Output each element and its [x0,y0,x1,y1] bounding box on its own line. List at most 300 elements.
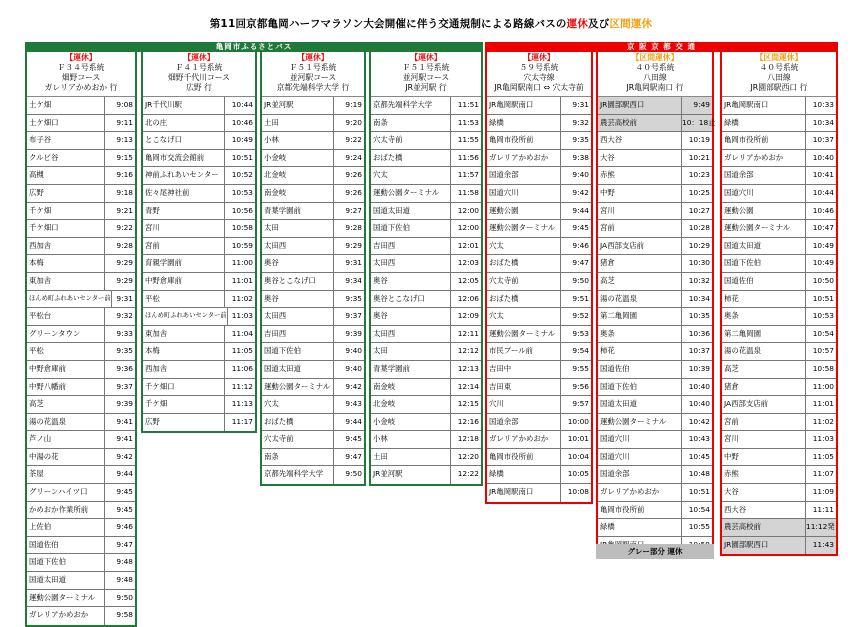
table-row [722,361,836,379]
stop-name: 京都先端科学大学 [371,97,451,114]
departure-time: 10:51 [812,293,834,303]
route-l2: 穴太寺線 [523,73,555,82]
stop-name: ガレリアかめおか [27,607,105,625]
stop-name: 平松 [143,291,225,308]
stop-name: 市民プール前 [487,343,561,360]
stop-name: 奥谷 [262,291,334,308]
table-row [598,291,712,309]
departure-time: 10:57 [812,346,834,356]
table-row [487,343,591,361]
departure-time: 12:03 [457,258,479,268]
table-row [598,220,712,238]
table-row [27,449,135,467]
route-status: 【運休】 [297,53,329,62]
stop-name: 本梅 [143,343,225,360]
table-row [371,291,481,309]
table-row [27,203,135,221]
stop-name: 国道太田道 [262,361,334,378]
stop-name: 奥谷とこなげ口 [371,291,451,308]
stop-name: 農芸高校前 [598,115,682,132]
departure-time: 9:29 [116,275,133,285]
departure-time: 10:59 [231,240,253,250]
stop-name: 太田 [262,220,334,237]
stop-name: 奥条 [722,308,806,325]
departure-time: 10:29 [688,240,710,250]
departure-time: 11:05 [231,346,253,356]
table-row [143,97,255,115]
table-row [143,361,255,379]
departure-time: 9:50 [116,592,133,602]
stop-name: ガレリアかめおか [487,150,561,167]
stop-name: グリーンタウン [27,326,105,343]
table-row [598,185,712,203]
departure-time: 9:36 [116,363,133,373]
table-row [262,115,364,133]
stop-name: 穴太 [262,396,334,413]
departure-time: 9:16 [116,170,133,180]
route-l2: 八田線 [643,73,667,82]
stop-name: JR園部駅西口 [598,97,682,114]
stop-name: 千ケ畑口 [143,379,225,396]
stop-name: 青葉学園前 [262,203,334,220]
table-row [27,554,135,572]
table-row [371,115,481,133]
departure-time: 12:18 [457,434,479,444]
table-row [371,167,481,185]
departure-time: 9:42 [345,381,362,391]
departure-time: 10:34 [688,293,710,303]
table-row [27,361,135,379]
departure-time: 11:12 [231,381,253,391]
departure-time: 9:26 [345,187,362,197]
departure-time: 11:05 [812,451,834,461]
table-row [722,115,836,133]
route-l1: Ｆ５１号系統 [402,63,450,72]
table-row [598,132,712,150]
table-row [722,185,836,203]
table-row [262,150,364,168]
stop-name: JA西部支店前 [722,396,806,413]
stop-name: 国道下佐伯 [598,379,682,396]
table-row [722,502,836,520]
table-row [598,449,712,467]
stop-name: 国道下佐伯 [722,255,806,272]
table-row [371,273,481,291]
departure-time: 9:40 [345,346,362,356]
departure-time: 12:13 [457,363,479,373]
stop-name: 宮川 [598,203,682,220]
table-row [598,326,712,344]
departure-time: 9:39 [345,328,362,338]
table-row [371,431,481,449]
table-row [27,590,135,608]
departure-time: 9:22 [345,135,362,145]
stop-name: 西加舎 [27,238,105,255]
table-row [27,484,135,502]
stop-name: 南金岐 [371,379,451,396]
stop-name: 中湯の花 [27,449,105,466]
stop-name: 高槻 [27,167,105,184]
stop-name: 国道太田道 [371,203,451,220]
table-row [371,449,481,467]
departure-time: 10:54 [688,504,710,514]
stop-name: 緑橋 [487,466,561,483]
departure-time: 10:08 [567,487,589,497]
stop-name: 北の庄 [143,115,225,132]
departure-time: 9:45 [116,504,133,514]
table-row [598,167,712,185]
table-row [27,167,135,185]
stop-name: 運動公園ターミナル [27,590,105,607]
departure-time: 10:53 [231,187,253,197]
route-l1: Ｆ３４号系統 [57,63,105,72]
stop-name: 太田西 [262,238,334,255]
departure-time: 9:41 [116,416,133,426]
departure-time: 9:35 [572,135,589,145]
departure-time: 12:09 [457,311,479,321]
stop-name: 宮前 [722,414,806,431]
departure-time: 9:13 [116,135,133,145]
stop-name: 太田西 [371,326,451,343]
departure-time: 10:49 [812,258,834,268]
stop-name: 亀岡市役所前 [487,449,561,466]
stop-name: 運動公園ターミナル [262,379,334,396]
route-l3: JR亀岡駅南口 行 [626,83,684,92]
route-l2: 畑野コース [61,73,101,82]
table-row [143,115,255,133]
table-row [598,150,712,168]
route-header [143,51,255,97]
departure-time: 9:45 [345,434,362,444]
departure-time: 9:48 [116,557,133,567]
table-row [487,238,591,256]
table-row [143,379,255,397]
departure-time: 11:03 [812,434,834,444]
table-row [598,115,716,133]
departure-time: 9:47 [345,451,362,461]
stop-name: 湯の花温泉 [598,291,682,308]
table-row [143,238,255,256]
table-row [598,379,712,397]
departure-time: 11:01 [231,275,253,285]
table-row [27,572,135,590]
stop-name: 国道余部 [598,466,682,483]
route-header [371,51,481,97]
table-row [262,273,364,291]
departure-time: 9:35 [345,293,362,303]
stop-name: 中野八幡前 [27,379,105,396]
table-row [371,203,481,221]
route-table [25,51,137,627]
table-row [262,220,364,238]
stop-name: 中野 [722,449,806,466]
departure-time: 11:02 [231,293,253,303]
departure-time: 9:50 [345,469,362,479]
departure-time: 12:12 [457,346,479,356]
route-status: 【区間運休】 [755,53,803,62]
table-row [262,396,364,414]
table-row [143,167,255,185]
table-row [598,238,712,256]
departure-time: 10:40 [812,152,834,162]
departure-time: 12:22 [457,469,479,479]
table-row [722,273,836,291]
stop-name: 吉田西 [371,238,451,255]
departure-time: 12:14 [457,381,479,391]
departure-time: 9:37 [116,381,133,391]
stop-name: 宮川 [143,220,225,237]
table-row [598,414,712,432]
stop-name: JR並河駅 [262,97,334,114]
table-row [27,185,135,203]
departure-time: 11:04 [231,328,253,338]
departure-time: 11:17 [231,416,253,426]
table-row [27,150,135,168]
departure-time: 10:51 [231,152,253,162]
stop-name: 布子谷 [27,132,105,149]
table-row [722,414,836,432]
stop-name: JR千代川駅 [143,97,225,114]
departure-time: 10:21 [688,152,710,162]
departure-time: 10:47 [812,223,834,233]
table-row [262,326,364,344]
table-row [27,502,135,520]
departure-time: 11:00 [812,381,834,391]
stop-name: 西大谷 [598,132,682,149]
stop-name: 土ケ畑口 [27,115,105,132]
table-row [722,484,836,502]
departure-time: 10:54 [812,328,834,338]
stop-name: 国道佐伯 [27,537,105,554]
departure-time: 10:28 [688,223,710,233]
table-row [262,97,364,115]
stop-name: 大谷 [722,484,806,501]
departure-time: 9:32 [572,117,589,127]
departure-time: 10:41 [812,170,834,180]
departure-time: 9:29 [116,258,133,268]
stop-name: ガレリアかめおか [722,150,806,167]
stop-name: 柿花 [598,343,682,360]
table-row [598,343,712,361]
table-row [722,255,836,273]
table-row [722,150,836,168]
table-row [371,379,481,397]
route-table [720,51,838,556]
departure-time: 10:35 [688,311,710,321]
departure-time: 9:15 [116,152,133,162]
stop-name: 亀岡市役所前 [722,132,806,149]
route-header [487,51,591,97]
stop-name: グリーンハイツ口 [27,484,105,501]
table-row [27,326,135,344]
departure-time: 9:46 [572,240,589,250]
stop-name: 穴太 [371,167,451,184]
route-l3: JR亀岡駅南口 ⇔ 穴太寺前 [494,83,584,92]
stop-name: 穴太 [487,238,561,255]
table-row [487,361,591,379]
departure-time: 9:52 [572,311,589,321]
stop-name: おばた橋 [487,255,561,272]
stop-name: 吉田東 [487,379,561,396]
table-row [27,537,135,555]
table-row [143,220,255,238]
departure-time: 9:46 [116,522,133,532]
stop-name: 亀岡市役所前 [487,132,561,149]
stop-name: 太田西 [371,255,451,272]
departure-time: 10:44 [231,100,253,109]
table-row [598,97,712,115]
table-row [27,431,135,449]
departure-time: 11:00 [231,258,253,268]
stop-name: ほんめ町ふれあいセンター前 [143,308,228,325]
table-row [371,97,481,115]
departure-time: 9:18 [116,187,133,197]
stop-name: 太田 [371,343,451,360]
table-row [487,379,591,397]
departure-time: 9:20 [345,117,362,127]
stop-name: 緑橋 [598,519,682,536]
departure-time: 10:37 [688,346,710,356]
departure-time: 9:11 [116,117,133,127]
table-row [598,273,712,291]
route-table [596,51,714,556]
departure-time: 9:28 [345,223,362,233]
table-row [598,431,712,449]
departure-time: 9:32 [116,311,133,321]
table-row [143,414,255,432]
route-l1: Ｆ４１号系統 [175,63,223,72]
departure-time: 10:00 [567,416,589,426]
departure-time: 9:34 [345,275,362,285]
stop-name: 穴川 [487,396,561,413]
table-row [371,220,481,238]
stop-name: 運動公園 [487,203,561,220]
stop-name: 緑橋 [722,115,806,132]
departure-time: 9:43 [345,399,362,409]
table-row [371,255,481,273]
route-header [262,51,364,97]
banner-furusato-bus: 亀岡市ふるさとバス [25,42,483,52]
table-row [598,484,712,502]
table-row [487,326,591,344]
stop-name: 国道太田道 [598,396,682,413]
table-row [262,343,364,361]
route-status: 【運休】 [410,53,442,62]
stop-name: 奥谷とこなげ口 [262,273,334,290]
departure-time: 9:47 [572,258,589,268]
departure-time: 11:55 [457,135,479,145]
route-status: 【区間運休】 [631,53,679,62]
table-row [487,167,591,185]
stop-name: 宮前 [598,220,682,237]
table-row [143,203,255,221]
stop-name: 小林 [371,431,451,448]
route-l3: 京都先端科学大学 行 [276,83,350,92]
departure-time: 9:57 [572,399,589,409]
departure-time: 10:58 [812,363,834,373]
departure-time: 11:58 [457,187,479,197]
table-row [371,361,481,379]
departure-time: 9:56 [572,381,589,391]
table-row [371,466,481,484]
departure-time: 10:32 [688,275,710,285]
stop-name: 亀岡市交流会館前 [143,150,225,167]
route-table [485,51,593,504]
departure-time: 12:06 [457,293,479,303]
table-row [722,97,836,115]
departure-time: 12:11 [457,328,479,338]
departure-time: 9:33 [116,328,133,338]
departure-time: 9:27 [345,205,362,215]
route-l2: 並河駅コース [289,73,337,82]
stop-name: 運動公園ターミナル [598,414,682,431]
stop-name: ガレリアかめおか [598,484,682,501]
departure-time: 9:44 [345,416,362,426]
table-row [722,238,836,256]
departure-time: 10:51 [688,487,710,497]
departure-time: 10:04 [567,451,589,461]
table-row [722,343,836,361]
table-row [143,326,255,344]
departure-time: 9:21 [116,205,133,215]
stop-name: 国道穴川 [598,449,682,466]
table-row [487,132,591,150]
departure-time: 10:34 [812,117,834,127]
departure-time: 10:42 [688,416,710,426]
departure-time: 9:45 [572,223,589,233]
table-row [27,343,135,361]
stop-name: 青野 [143,203,225,220]
table-row [262,238,364,256]
table-row [722,308,836,326]
departure-time: 9:47 [116,539,133,549]
route-l1: ５９号系統 [519,63,559,72]
departure-time: 10:46 [231,117,253,127]
stop-name: 猪倉 [598,255,682,272]
stop-name: 国道佐伯 [722,273,806,290]
table-row [262,185,364,203]
table-row [598,308,712,326]
departure-time: 9:39 [116,399,133,409]
stop-name: 西加舎 [143,361,225,378]
route-status: 【運休】 [183,53,215,62]
departure-time: 12:20 [457,451,479,461]
route-l2: 並河駅コース [402,73,450,82]
departure-time: 9:37 [345,311,362,321]
stop-name: 土田 [262,115,334,132]
table-row [27,255,135,273]
stop-name: 国道余部 [487,167,561,184]
table-row [27,97,135,115]
departure-time: 9:19 [345,100,362,109]
stop-name: 東加舎 [143,326,225,343]
stop-name: 第二亀岡園 [598,308,682,325]
departure-time: 9:31 [116,293,133,303]
stop-name: 千ケ畑口 [27,220,105,237]
table-row [27,396,135,414]
departure-time: 9:41 [116,434,133,444]
table-row [143,255,255,273]
table-row [143,132,255,150]
departure-time: 9:48 [116,575,133,585]
departure-time: 10:30 [688,258,710,268]
table-row [143,273,255,291]
departure-time: 10:37 [812,135,834,145]
stop-name: 高芝 [598,273,682,290]
departure-time: 9:35 [116,346,133,356]
departure-time: 10:52 [231,170,253,180]
departure-time: 12:01 [457,240,479,250]
